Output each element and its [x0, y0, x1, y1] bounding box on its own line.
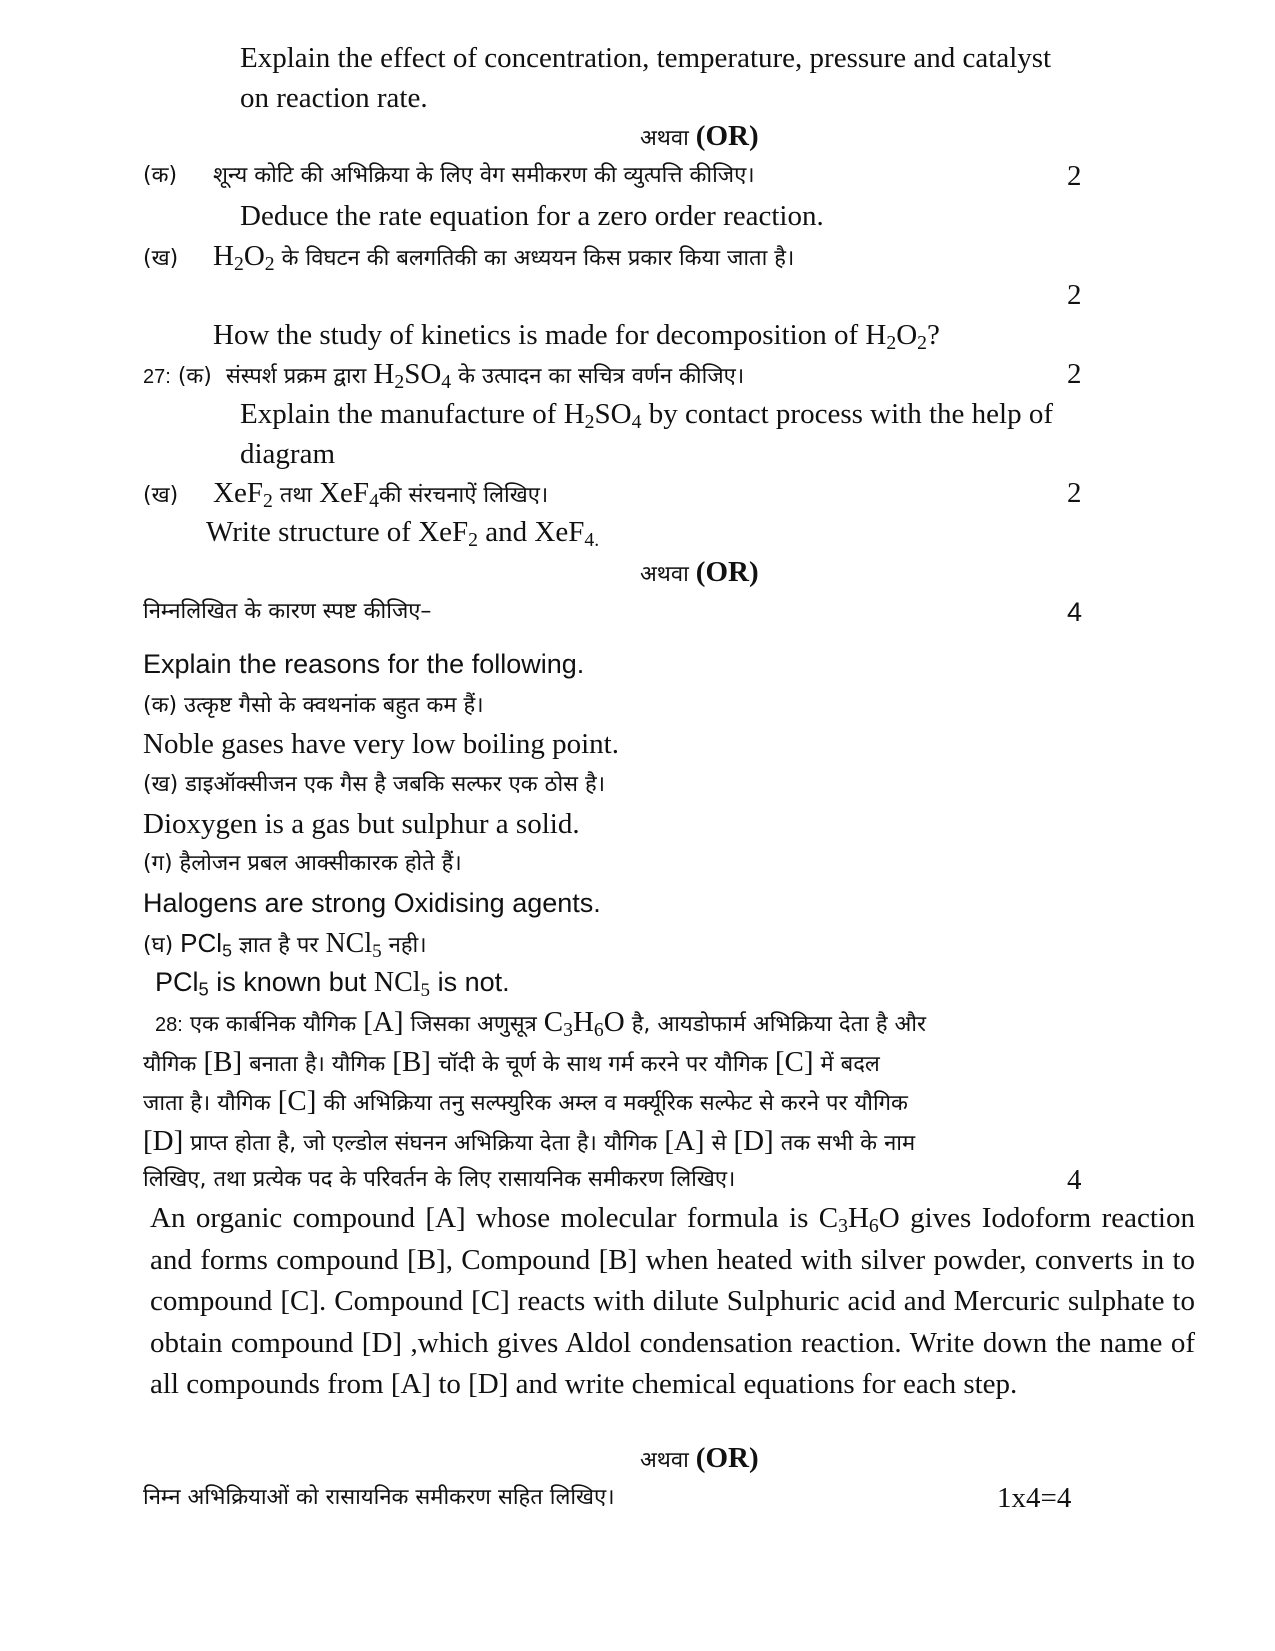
q26-a-hindi — [143, 158, 755, 194]
q27-or-marks: 4 — [1067, 597, 1083, 627]
pcl5-formula-english: PCl$_5$ — [155, 967, 209, 1000]
compound-c-label: [C] — [277, 1085, 317, 1117]
xef2-formula-english: XeF$_2$ — [418, 516, 479, 551]
compound-d-label: [D] — [733, 1125, 774, 1157]
h2o2-formula-english: $H_2O_2$? — [865, 319, 940, 354]
q27-a-hindi — [143, 356, 744, 395]
compound-a-label: [A] — [664, 1125, 705, 1157]
q28-english-text-2: gives Iodoform reaction and forms compound [B], Compound [B] when heated with silver powder, converts in to compound [C]. Compound [C] reacts with dilute Sulphuric acid and Mercuric sulphate to obtain compound [D] ,which gives Aldol condensation reaction. Write down the name of all compounds from [A] to [D] and write chemical equations for each step. — [150, 1202, 1195, 1400]
c3h6o-formula-english: $C_3H_6O$ — [818, 1202, 900, 1237]
q26-b-label: (ख) — [143, 246, 179, 271]
q28-hi-2g: में बदल — [820, 1052, 880, 1077]
q26-a-label: (क) — [143, 163, 178, 188]
q28-hi-4d: से — [711, 1131, 727, 1156]
q28-english-paragraph — [150, 1198, 1195, 1406]
c3h6o-formula: $C_3H_6O$ — [543, 1006, 625, 1041]
q28-hi-4f: तक सभी के नाम — [780, 1131, 916, 1156]
q26-a-hindi-text: शून्य कोटि की अभिक्रिया के लिए वेग समीकरण की व्युत्पत्ति कीजिए। — [213, 163, 755, 188]
q27-b-hindi — [143, 475, 548, 514]
q28-hindi-line-1 — [155, 1004, 926, 1043]
q28-hi-2a: यौगिक — [143, 1052, 197, 1077]
q26-a-english: Deduce the rate equation for a zero order reaction. — [240, 200, 824, 232]
ncl5-formula-english: NCl$_5$ — [373, 967, 431, 1001]
reason-4-english-text-1: is known but — [216, 967, 367, 997]
pcl5-formula: PCl$_5$ — [180, 928, 232, 961]
q27-a-english-line-2: diagram — [240, 438, 336, 470]
or-hindi: अथवा — [640, 1448, 689, 1473]
reason-1-hindi: (क) उत्कृष्ट गैसो के क्वथनांक बहुत कम हैं। — [143, 693, 484, 718]
h2o2-formula: $H_2O_2$ — [213, 240, 275, 275]
q27-b-english — [206, 514, 599, 550]
ncl5-formula: NCl$_5$ — [325, 928, 382, 962]
or-english: (OR) — [695, 120, 759, 152]
q26-b-hindi — [143, 238, 794, 277]
q27-b-hindi-and: तथा — [279, 483, 313, 508]
q27-b-marks: 2 — [1067, 477, 1082, 509]
q27-b-hindi-text: की संरचनाऐं लिखिए। — [378, 483, 549, 508]
q28-hindi-line-3 — [143, 1083, 908, 1122]
or-separator-2 — [640, 554, 759, 593]
q28-hi-4b: प्राप्त होता है, जो एल्डोल संघनन अभिक्रिया देता है। यौगिक — [190, 1131, 658, 1156]
reason-4-english-text-2: is not. — [437, 967, 510, 997]
q27-b-label: (ख) — [143, 483, 179, 508]
q28-hi-1c: जिसका अणुसूत्र — [410, 1012, 537, 1037]
q26-b-english — [213, 317, 940, 353]
q27-b-english-text: Write structure of — [206, 516, 411, 548]
q28-hi-1d: है, आयडोफार्म अभिक्रिया देता है और — [631, 1012, 927, 1037]
reason-3-hindi: (ग) हैलोजन प्रबल आक्सीकारक होते हैं। — [143, 851, 462, 876]
q26-b-english-text: How the study of kinetics is made for decomposition of — [213, 319, 859, 351]
reason-2-hindi: (ख) डाइऑक्सीजन एक गैस है जबकि सल्फर एक ठोस है। — [143, 772, 606, 797]
compound-d-label: [D] — [143, 1125, 184, 1157]
q27-b-english-and: and — [485, 516, 528, 548]
q28-english-text-1: An organic compound [A] whose molecular formula is — [150, 1202, 819, 1234]
q27-a-hindi-text-1: संस्पर्श प्रक्रम द्वारा — [225, 364, 367, 389]
compound-c-label: [C] — [774, 1046, 814, 1078]
or-separator-1 — [640, 118, 759, 157]
or-english: (OR) — [695, 1442, 759, 1474]
q28-hi-3c: की अभिक्रिया तनु सल्फ्युरिक अम्ल व मर्क्यूरिक सल्फेट से करने पर यौगिक — [323, 1091, 908, 1116]
q27-a-english-text-1: Explain the manufacture of — [240, 398, 557, 430]
q28-marks: 4 — [1067, 1164, 1082, 1196]
q28-hi-3a: जाता है। यौगिक — [143, 1091, 271, 1116]
q28-hi-2c: बनाता है। यौगिक — [249, 1052, 386, 1077]
q27-a-marks: 2 — [1067, 358, 1082, 390]
or-separator-3 — [640, 1440, 759, 1479]
q27-a-english — [240, 396, 1053, 432]
reason-2-english: Dioxygen is a gas but sulphur a solid. — [143, 808, 580, 840]
or-hindi: अथवा — [640, 562, 689, 587]
q28-or-question-hindi: निम्न अभिक्रियाओं को रासायनिक समीकरण सहित लिखिए। — [143, 1485, 615, 1510]
q28-hindi-line-5: लिखिए, तथा प्रत्येक पद के परिवर्तन के लिए रासायनिक समीकरण लिखिए। — [143, 1167, 736, 1192]
q28-hindi-line-4 — [143, 1123, 915, 1162]
h2so4-formula: $H_2SO_4$ — [373, 358, 452, 393]
reason-1-english: Noble gases have very low boiling point. — [143, 728, 619, 760]
q27-number: 27: — [143, 366, 171, 388]
q28-or-marks: 1x4=4 — [997, 1482, 1072, 1514]
q28-hi-2e: चॉदी के चूर्ण के साथ गर्म करने पर यौगिक — [437, 1052, 768, 1077]
q27-or-question-english: Explain the reasons for the following. — [143, 649, 585, 679]
xef4-formula-english: XeF$_{4.}$ — [534, 516, 600, 551]
xef2-formula: XeF$_2$ — [213, 477, 273, 512]
reason-4-label: (घ) — [143, 933, 174, 958]
q27-a-label: (क) — [177, 364, 212, 389]
xef4-formula: XeF$_4$ — [319, 477, 379, 512]
q28-hi-1a: एक कार्बनिक यौगिक — [189, 1012, 357, 1037]
or-english: (OR) — [695, 556, 759, 588]
h2so4-formula-english: $H_2SO_4$ — [563, 398, 642, 433]
or-hindi: अथवा — [640, 126, 689, 151]
q26-b-marks: 2 — [1067, 279, 1082, 311]
q26-english-line-2: on reaction rate. — [240, 82, 428, 114]
q26-a-marks: 2 — [1067, 160, 1082, 192]
compound-b-label: [B] — [203, 1046, 243, 1078]
q28-number: 28: — [155, 1014, 183, 1036]
q27-a-english-text-2: by contact process with the help of — [648, 398, 1053, 430]
q28-hindi-line-2 — [143, 1044, 880, 1083]
q27-or-question-hindi: निम्नलिखित के कारण स्पष्ट कीजिए– — [143, 599, 432, 624]
compound-b-label: [B] — [392, 1046, 431, 1078]
reason-4-english — [155, 964, 510, 1001]
q26-b-hindi-text: के विघटन की बलगतिकी का अध्ययन किस प्रकार किया जाता है। — [281, 246, 795, 271]
reason-4-hindi-text-2: नही। — [388, 933, 427, 958]
reason-4-hindi-text-1: ज्ञात है पर — [238, 933, 319, 958]
reason-3-english: Halogens are strong Oxidising agents. — [143, 888, 601, 918]
reason-4-hindi — [143, 925, 427, 964]
q26-english-line-1: Explain the effect of concentration, temperature, pressure and catalyst — [240, 42, 1052, 74]
compound-a-label: [A] — [363, 1006, 404, 1038]
q27-a-hindi-text-2: के उत्पादन का सचित्र वर्णन कीजिए। — [458, 364, 745, 389]
